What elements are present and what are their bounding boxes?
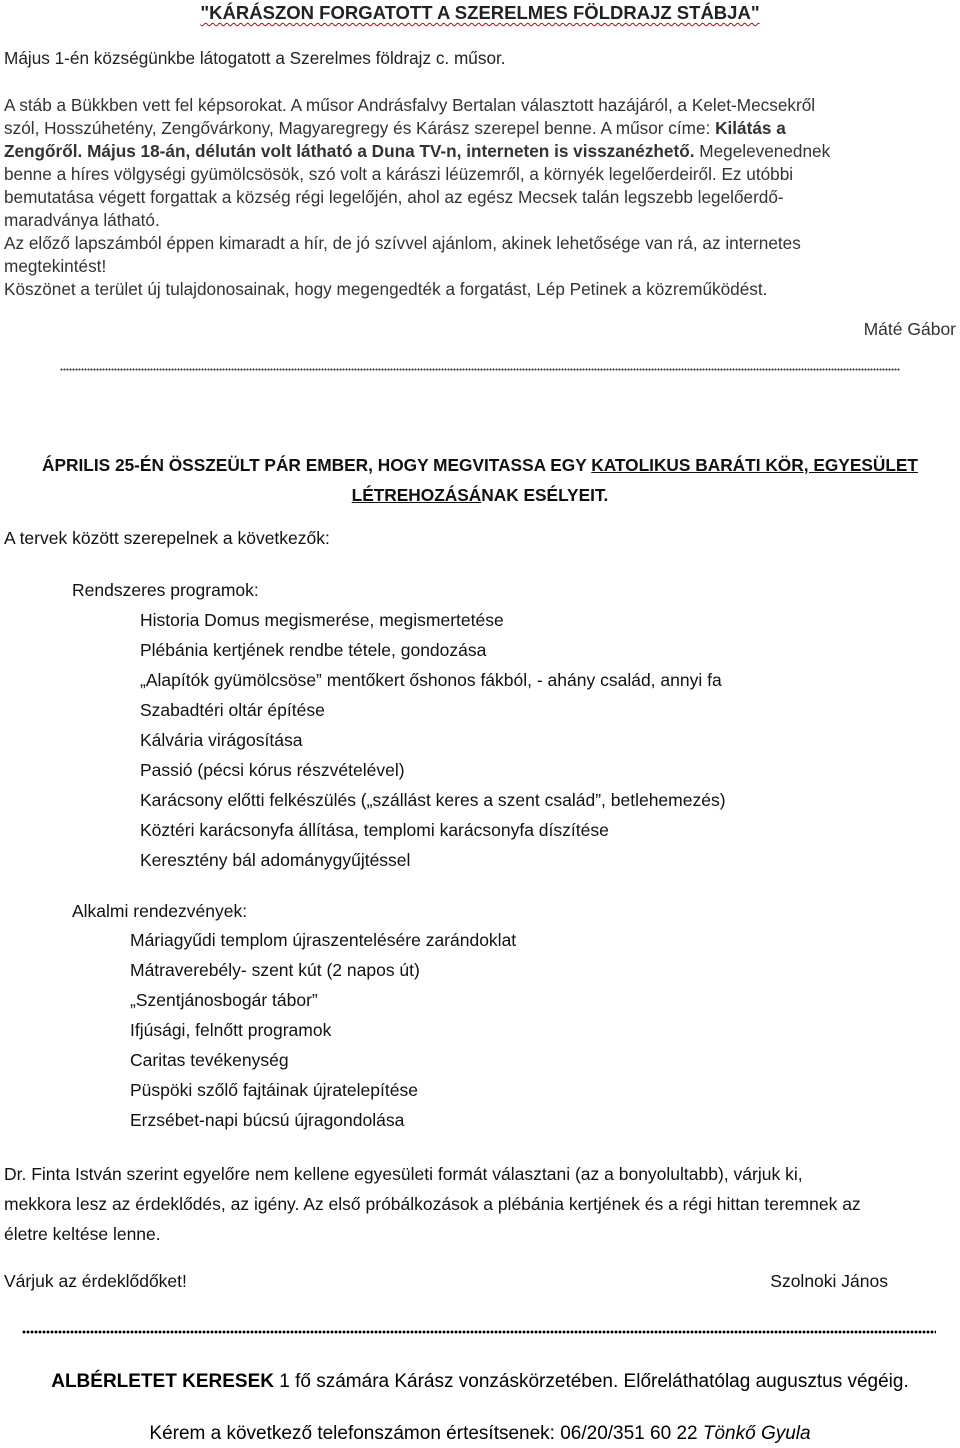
- rental-ad-bold: ALBÉRLETET KERESEK: [51, 1371, 274, 1392]
- list-item: Passió (pécsi kórus részvételével): [140, 760, 405, 780]
- article2-author: Szolnoki János: [770, 1271, 888, 1291]
- article1-line10: Köszönet a terület új tulajdonosainak, hogy megengedték a forgatást, Lép Petinek a közreműködést.: [4, 279, 768, 299]
- article2-heading-underlined1: KATOLIKUS BARÁTI KÖR, EGYESÜLET: [591, 455, 918, 475]
- closing-line2: mekkora lesz az érdeklődés, az igény. Az első próbálkozások a plébánia kertjének és a régi hittan teremnek az: [4, 1194, 861, 1214]
- article2-heading-tail: NAK ESÉLYEIT.: [481, 485, 609, 505]
- list-item: Erzsébet-napi búcsú újragondolása: [130, 1110, 405, 1130]
- list-item: Szabadtéri oltár építése: [140, 700, 325, 720]
- article2-heading: [0, 450, 960, 510]
- list-item: Püspöki szőlő fajtáinak újratelepítése: [130, 1080, 418, 1100]
- article2-heading-plain: ÁPRILIS 25-ÉN ÖSSZEÜLT PÁR EMBER, HOGY MEGVITASSA EGY: [41, 455, 592, 475]
- article1-line6: bemutatása végett forgattak a község régi legelőjén, ahol az egész Mecsek talán legszebb legelőerdő-: [4, 187, 784, 207]
- article1-line2: [4, 117, 954, 140]
- list-item: Máriagyűdi templom újraszentelésére zarándoklat: [130, 930, 517, 950]
- rental-ad-headline: [0, 1371, 960, 1393]
- article1-author: Máté Gábor: [863, 319, 956, 339]
- article1-title: "KÁRÁSZON FORGATOTT A SZERELMES FÖLDRAJZ STÁBJA": [200, 2, 760, 23]
- article1-line9: megtekintést!: [4, 256, 107, 276]
- list-item: Historia Domus megismerése, megismertetése: [140, 610, 504, 630]
- list-item: Köztéri karácsonyfa állítása, templomi karácsonyfa díszítése: [140, 820, 609, 840]
- contact-text: Kérem a következő telefonszámon értesítsenek: 06/20/351 60 22: [149, 1423, 703, 1444]
- article2-heading-line2: [0, 480, 960, 510]
- list-item: Mátraverebély- szent kút (2 napos út): [130, 960, 420, 980]
- list-item: Caritas tevékenység: [130, 1050, 289, 1070]
- article2-heading-underlined2: LÉTREHOZÁSÁ: [351, 485, 482, 505]
- list-item: „Alapítók gyümölcsöse” mentőkert őshonos fákból, - ahány család, annyi fa: [140, 670, 722, 690]
- article1-line1: A stáb a Bükkben vett fel képsorokat. A műsor Andrásfalvy Bertalan választott hazájáról, a Kelet-Mecsekről: [4, 95, 816, 115]
- program-title-part2: Zengőről.: [4, 141, 83, 161]
- broadcast-info: Május 18-án, délután volt látható a Duna TV-n, interneten is visszanézhető.: [87, 141, 695, 161]
- closing-line1: Dr. Finta István szerint egyelőre nem kellene egyesületi formát választani (az a bonyolultabb), várjuk ki,: [4, 1164, 803, 1184]
- plans-intro: A tervek között szerepelnek a következők:: [4, 528, 330, 548]
- dotted-divider: [60, 368, 900, 373]
- closing-line3: életre keltése lenne.: [4, 1224, 161, 1244]
- article1-line5: benne a híres völgységi gyümölcsösök, szó volt a kárászi léüzemről, a környék legelőerdeiről. Ez utóbbi: [4, 164, 794, 184]
- list-item: „Szentjánosbogár tábor”: [130, 990, 318, 1010]
- list-item: Karácsony előtti felkészülés („szállást keres a szent család”, betlehemezés): [140, 790, 726, 810]
- welcome-text: Várjuk az érdeklődőket!: [4, 1271, 187, 1291]
- rental-ad-rest: 1 fő számára Kárász vonzáskörzetében. Előreláthatólag augusztus végéig.: [273, 1371, 909, 1392]
- article2-heading-line1: [0, 450, 960, 480]
- occasional-events-label: Alkalmi rendezvények:: [72, 901, 248, 921]
- article1-line7: maradványa látható.: [4, 210, 160, 230]
- article1-line2-text: szól, Hosszúhetény, Zengővárkony, Magyaregregy és Kárász szerepel benne. A műsor címe:: [4, 118, 716, 138]
- article2-closing: [4, 1159, 956, 1249]
- program-title-part1: Kilátás a: [715, 118, 786, 138]
- article1-line3-tail: Megelevenednek: [694, 141, 831, 161]
- article1-intro: Május 1-én községünkbe látogatott a Szerelmes földrajz c. műsor.: [4, 48, 506, 68]
- list-item: Keresztény bál adománygyűjtéssel: [140, 850, 411, 870]
- article1-body: [4, 94, 954, 301]
- list-item: Ifjúsági, felnőtt programok: [130, 1020, 332, 1040]
- list-item: Plébánia kertjének rendbe tétele, gondozása: [140, 640, 487, 660]
- article1-line8: Az előző lapszámból éppen kimaradt a hír, de jó szívvel ajánlom, akinek lehetősége van rá, az internetes: [4, 233, 801, 253]
- regular-programs-label: Rendszeres programok:: [72, 580, 259, 600]
- rental-ad-contact: [0, 1423, 960, 1445]
- dotted-divider: [22, 1330, 936, 1336]
- article1-line3: [4, 140, 954, 163]
- contact-name: Tönkő Gyula: [702, 1423, 811, 1444]
- list-item: Kálvária virágosítása: [140, 730, 303, 750]
